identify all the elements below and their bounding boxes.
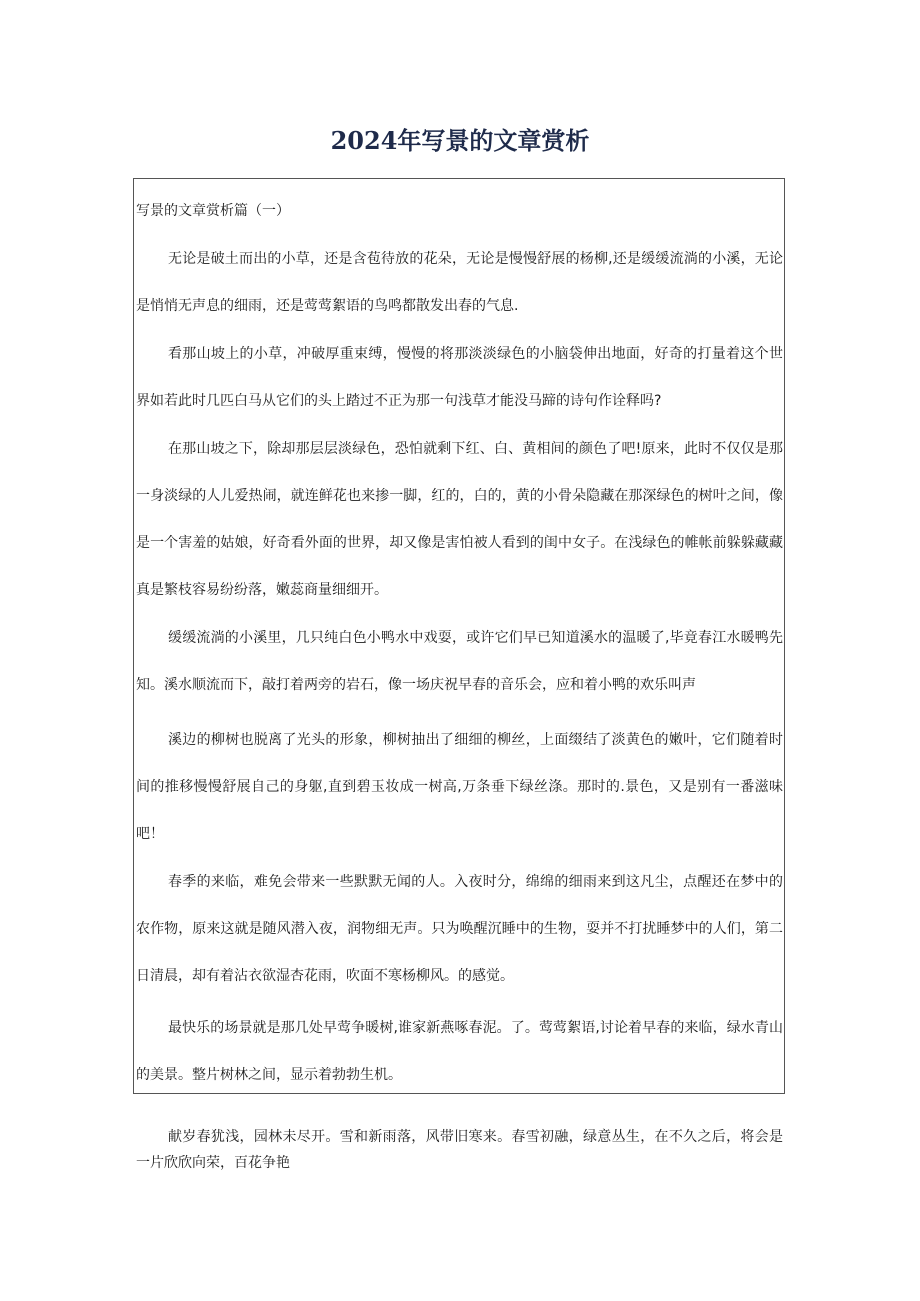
paragraph-2: 看那山坡上的小草，冲破厚重束缚，慢慢的将那淡淡绿色的小脑袋伸出地面，好奇的打量着这个世界如若此时几匹白马从它们的头上踏过不正为那一句浅草才能没马蹄的诗句作诠释吗? xyxy=(136,346,783,409)
paragraph-5: 溪边的柳树也脱离了光头的形象，柳树抽出了细细的柳丝，上面缀结了淡黄色的嫩叶，它们随着时间的推移慢慢舒展自己的身躯,直到碧玉妆成一树高,万条垂下绿丝涤。那时的.景色，又是别有一番滋味吧！ xyxy=(136,732,783,842)
paragraph-6: 春季的来临，难免会带来一些默默无闻的人。入夜时分，绵绵的细雨来到这凡尘，点醒还在梦中的农作物，原来这就是随风潜入夜，润物细无声。只为唤醒沉睡中的生物，耍并不打扰睡梦中的人们，第二日清晨，却有着沾衣欲湿杏花雨，吹面不寒杨柳风。的感觉。 xyxy=(136,874,783,984)
trailing-paragraph: 献岁春犹浅，园林未尽开。雪和新雨落，风带旧寒来。春雪初融，绿意丛生，在不久之后，将会是一片欣欣向荣，百花争艳 xyxy=(136,1129,783,1171)
paragraph-3: 在那山坡之下，除却那层层淡绿色，恐怕就剩下红、白、黄相间的颜色了吧!原来，此时不仅仅是那一身淡绿的人儿爱热闹，就连鲜花也来掺一脚，红的，白的，黄的小骨朵隐藏在那深绿色的树叶之间，像是一个害羞的姑娘，好奇看外面的世界，却又像是害怕被人看到的闺中女子。在浅绿色的帷帐前躲躲藏藏真是繁枝容易纷纷落，嫩蕊商量细细开。 xyxy=(136,441,783,598)
section-heading: 写景的文章赏析篇（一） xyxy=(136,203,290,219)
paragraph-4: 缓缓流淌的小溪里，几只纯白色小鸭水中戏耍，或许它们早已知道溪水的温暖了,毕竟春江水暖鸭先知。溪水顺流而下，敲打着两旁的岩石，像一场庆祝早春的音乐会，应和着小鸭的欢乐叫声 xyxy=(136,630,783,693)
document-title: 2024年写景的文章赏析 xyxy=(330,126,590,155)
paragraph-7: 最快乐的场景就是那几处早莺争暖树,谁家新燕啄春泥。了。莺莺絮语,讨论着早春的来临，绿水青山的美景。整片树林之间，显示着勃勃生机。 xyxy=(136,1020,783,1083)
paragraph-1: 无论是破土而出的小草，还是含苞待放的花朵，无论是慢慢舒展的杨柳,还是缓缓流淌的小溪，无论是悄悄无声息的细雨，还是莺莺絮语的鸟鸣都散发出春的气息. xyxy=(136,251,783,314)
